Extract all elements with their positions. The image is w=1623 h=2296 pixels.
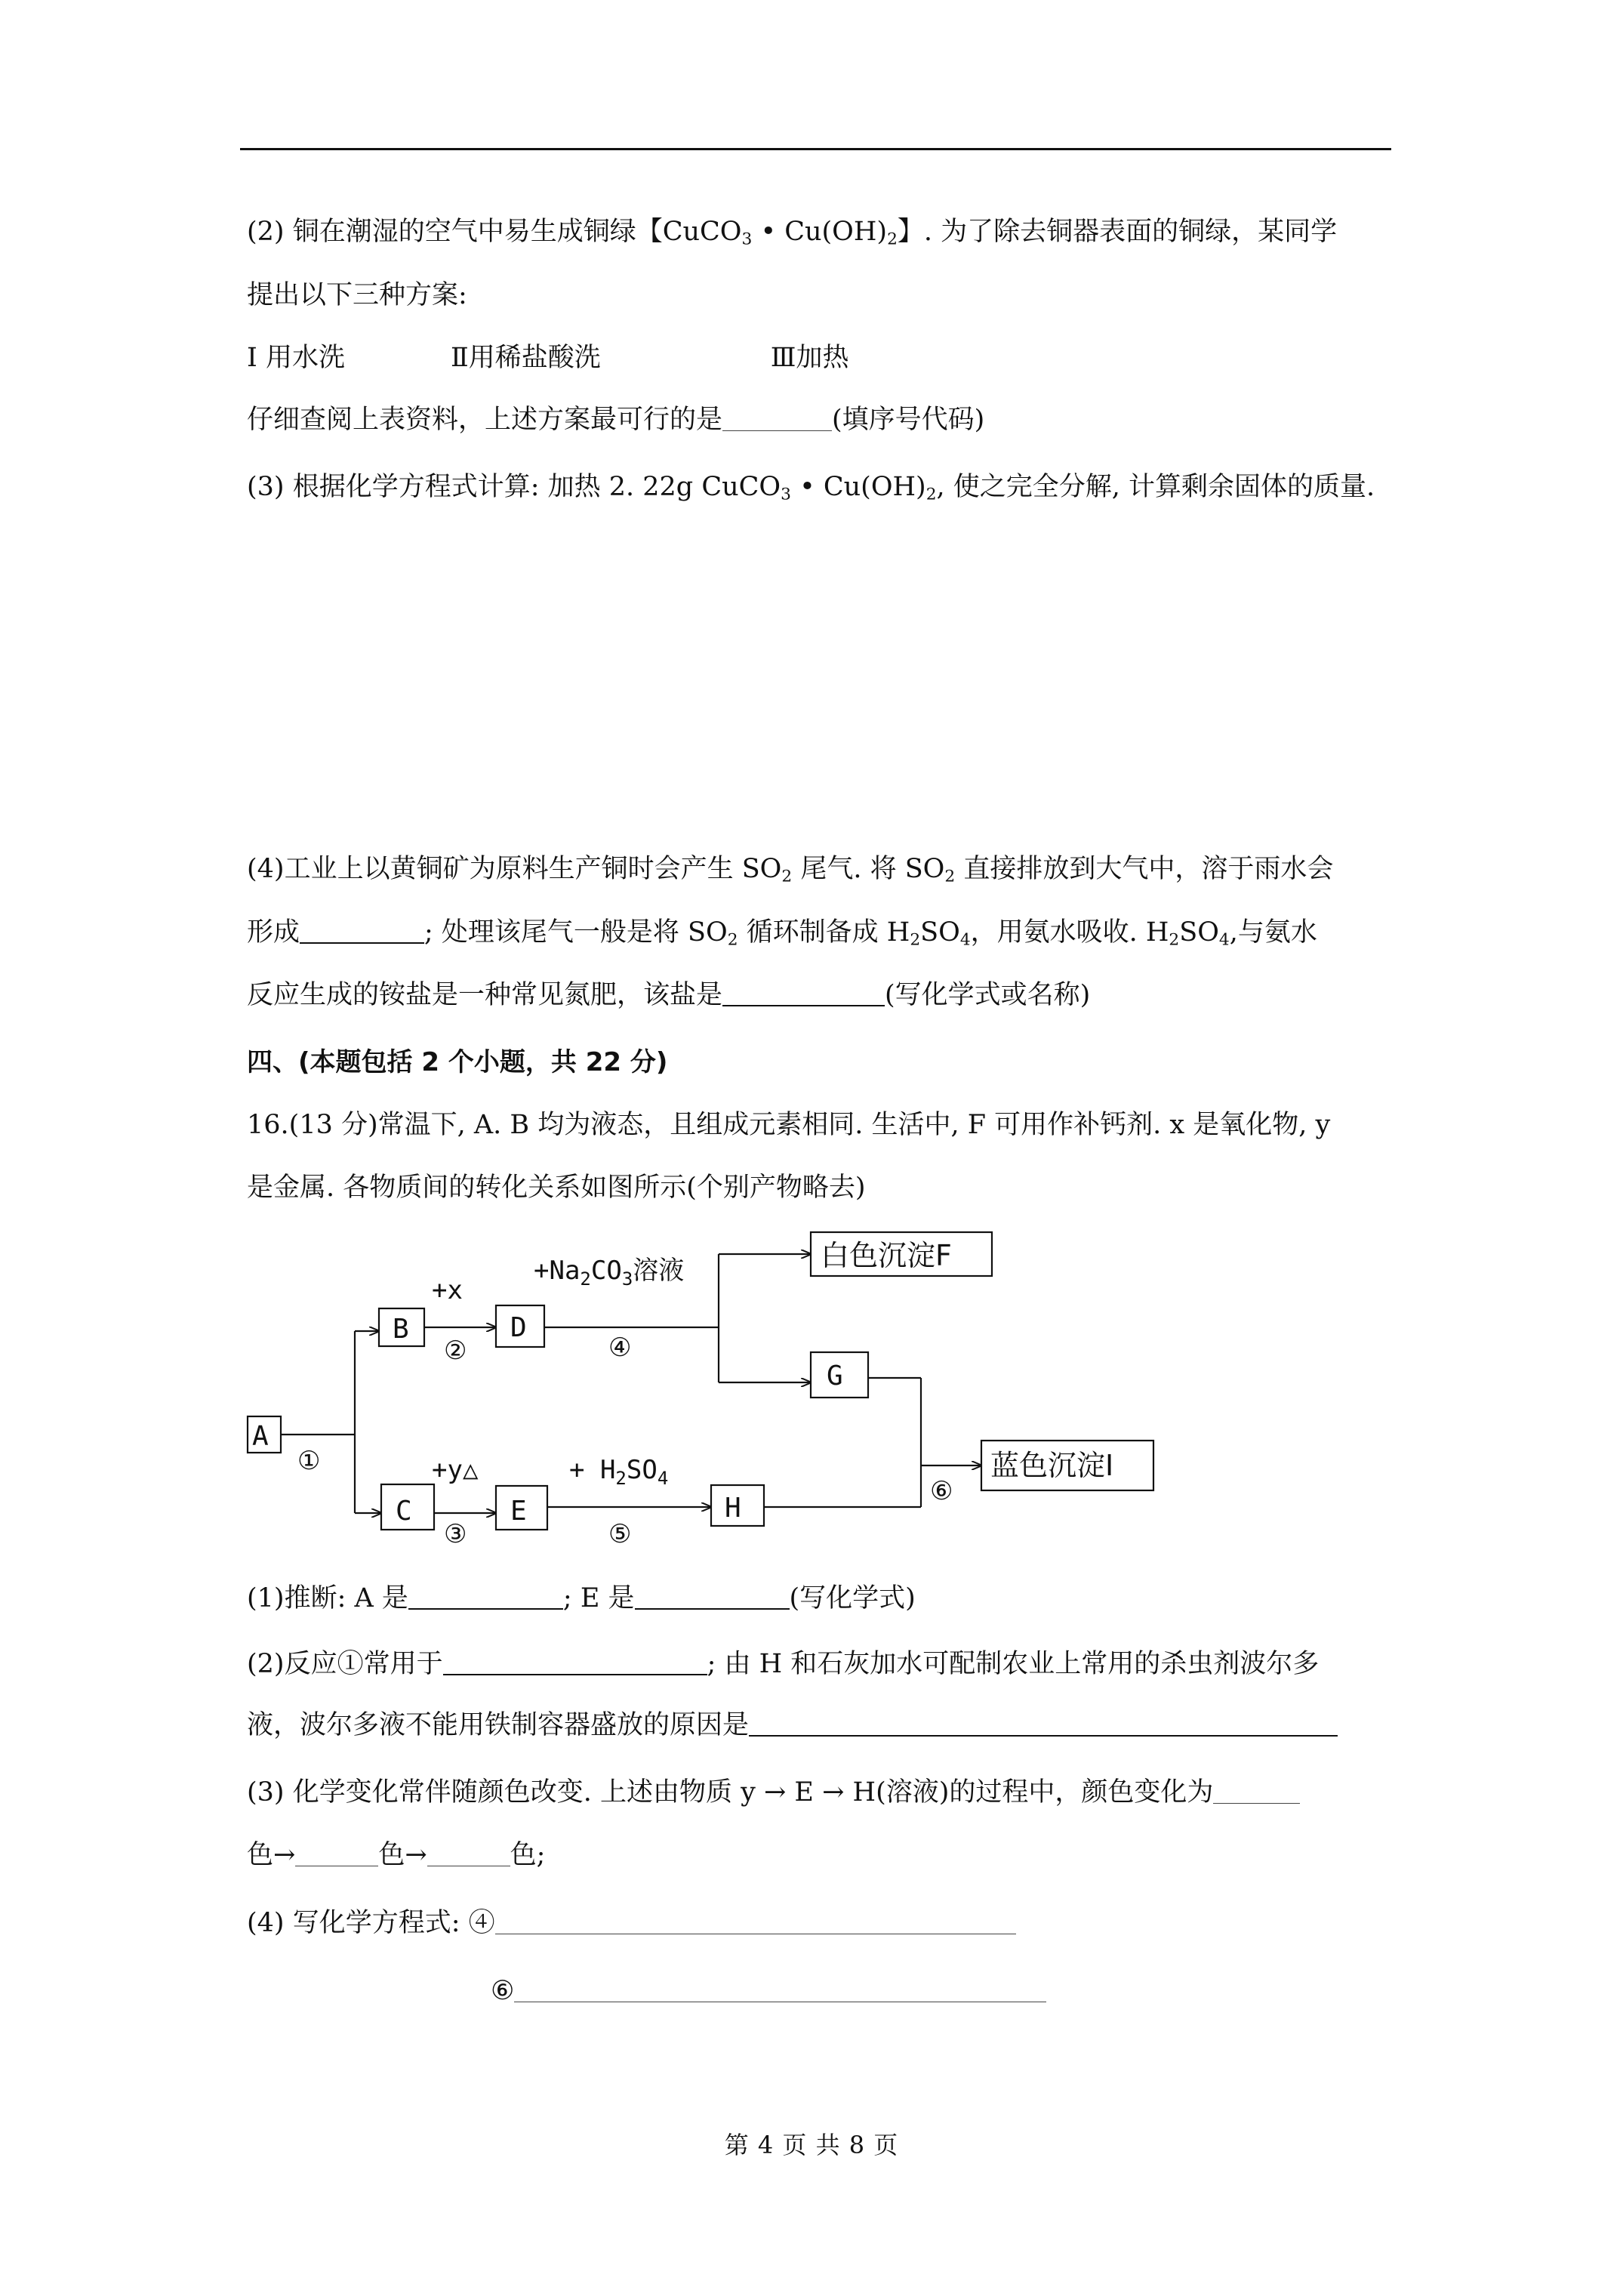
q16-part2-line2: 液，波尔多液不能用铁制容器盛放的原因是: [247, 1708, 1338, 1743]
q16-part4-line2: ⑥: [491, 1974, 1046, 2008]
step-2: ②: [444, 1336, 467, 1366]
step-3: ③: [444, 1519, 467, 1549]
page-footer: 第 4 页 共 8 页: [724, 2131, 899, 2159]
answer-blank[interactable]: [722, 978, 885, 1006]
cond-na2co3: $+Na_2CO_3$溶液: [534, 1256, 685, 1290]
q15-part3: (3) 根据化学方程式计算: 加热 2. 22g CuCO$_3$ • $Cu(OH)_2$, 使之完全分解, 计算剩余固体的质量.: [247, 472, 1375, 504]
answer-blank[interactable]: [300, 916, 424, 944]
q16-part1: (1)推断: A 是 ; E 是 (写化学式): [247, 1583, 916, 1613]
answer-blank[interactable]: [749, 1709, 1338, 1737]
q16-part3-line1: (3) 化学变化常伴随颜色改变. 上述由物质 y → E → H(溶液)的过程中，颜色变化为: [247, 1775, 1300, 1810]
cond-y: +y△: [432, 1455, 479, 1485]
step-1: ①: [297, 1446, 321, 1476]
step-4: ④: [608, 1333, 632, 1363]
label-d: D: [510, 1312, 527, 1343]
answer-blank[interactable]: [408, 1582, 563, 1610]
cond-x: +x: [432, 1275, 463, 1305]
step-6: ⑥: [930, 1476, 953, 1506]
label-h: H: [725, 1493, 741, 1524]
step-5: ⑤: [608, 1519, 632, 1549]
q15-part4-line2: 形成 ; 处理该尾气一般是将 $SO_2$ 循环制备成 $H_2SO_4$，用氨水吸收. $H_2SO_4$,与氨水: [247, 917, 1317, 950]
option-1: Ⅰ 用水洗: [247, 343, 345, 373]
section-heading: 四、(本题包括 2 个小题，共 22 分): [247, 1047, 668, 1077]
q15-part4-line3: 反应生成的铵盐是一种常见氮肥，该盐是 (写化学式或名称): [247, 980, 1091, 1010]
answer-blank[interactable]: [1213, 1777, 1300, 1804]
option-3: Ⅲ加热: [770, 343, 849, 373]
label-e: E: [510, 1496, 527, 1527]
answer-blank[interactable]: [443, 1647, 707, 1675]
reaction-flow-diagram: [243, 1229, 1179, 1561]
q15-part2-line1: (2) 铜在潮湿的空气中易生成铜绿【CuCO$_3$ • $Cu(OH)_2$】. 为了除去铜器表面的铜绿，某同学: [247, 217, 1338, 249]
q15-part4-line1: (4)工业上以黄铜矿为原料生产铜时会产生 $SO_2$ 尾气. 将 $SO_2$ 直接排放到大气中，溶于雨水会: [247, 854, 1334, 886]
q16-part2-line1: (2)反应①常用于 ; 由 H 和石灰加水可配制农业上常用的杀虫剂波尔多: [247, 1649, 1320, 1679]
answer-blank[interactable]: [514, 1975, 1046, 2002]
q15-options: [247, 341, 849, 375]
answer-blank[interactable]: [635, 1582, 790, 1610]
answer-blank[interactable]: [295, 1839, 378, 1866]
label-i: 蓝色沉淀I: [990, 1449, 1114, 1482]
label-b: B: [393, 1314, 409, 1345]
q16-intro-line1: 16.(13 分)常温下, A. B 均为液态，且组成元素相同. 生活中, F 可用作补钙剂. x 是氧化物, y: [247, 1110, 1331, 1140]
cond-h2so4: + $H_2SO_4$: [569, 1455, 669, 1489]
label-f: 白色沉淀F: [821, 1239, 952, 1272]
answer-blank[interactable]: [722, 404, 832, 431]
label-a: A: [252, 1421, 269, 1452]
q15-part2-line2: 提出以下三种方案:: [247, 280, 467, 310]
answer-blank[interactable]: [427, 1839, 510, 1866]
q16-part4-line1: (4) 写化学方程式: ④: [247, 1906, 1016, 1940]
answer-blank[interactable]: [495, 1907, 1016, 1934]
header-rule: [240, 148, 1391, 150]
label-c: C: [396, 1496, 412, 1527]
option-2: Ⅱ用稀盐酸洗: [450, 343, 601, 373]
q15-part2-line4: 仔细查阅上表资料，上述方案最可行的是 (填序号代码): [247, 405, 985, 435]
label-g: G: [827, 1361, 843, 1391]
q16-intro-line2: 是金属. 各物质间的转化关系如图所示(个别产物略去): [247, 1173, 866, 1203]
q16-part3-line2: 色→ 色→ 色;: [247, 1840, 546, 1870]
